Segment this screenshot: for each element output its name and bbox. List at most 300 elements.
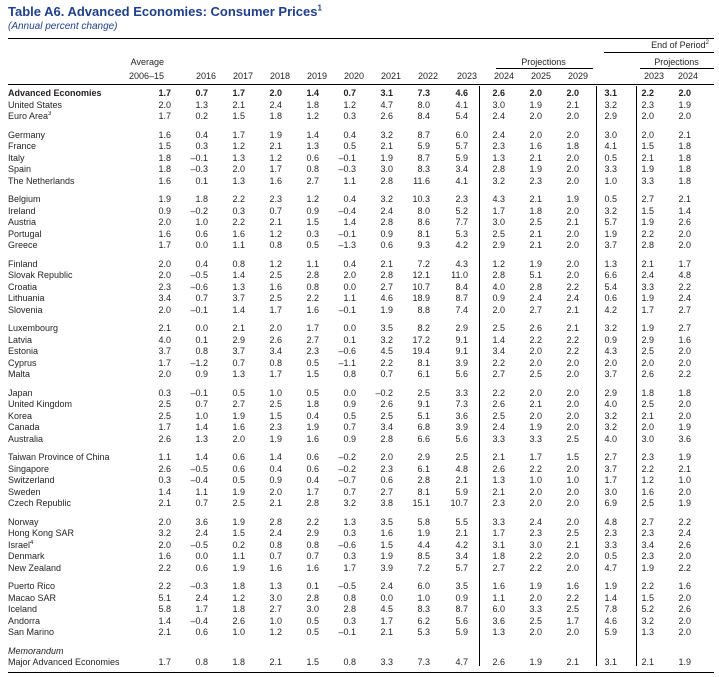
- cell-value: 2.1: [492, 486, 505, 497]
- eop-projections-rule: [640, 68, 714, 69]
- cell-value: 4.6: [380, 293, 393, 303]
- cell-value: 1.1: [232, 240, 245, 250]
- cell-pad: [691, 323, 719, 335]
- cell-value: 2.8: [306, 270, 319, 280]
- cell-value: 1.6: [380, 528, 393, 538]
- cell-value: 2.1: [678, 463, 691, 474]
- cell-value: 2.2: [232, 217, 245, 227]
- cell-value: 0.0: [195, 551, 208, 561]
- cell-value: 2.4: [678, 528, 691, 538]
- cell-value: 0.7: [195, 498, 208, 508]
- cell-value: 0.7: [195, 88, 208, 98]
- cell-value: 1.8: [641, 387, 654, 398]
- cell-value: 7.4: [455, 304, 468, 315]
- cell-value: 1.1: [343, 175, 356, 186]
- cell-value: 1.9: [678, 99, 691, 110]
- cell-value: 2.0: [678, 410, 691, 421]
- cell-value: 0.1: [195, 334, 208, 345]
- cell-value: 1.8: [678, 164, 691, 174]
- cell-value: 1.8: [678, 141, 691, 151]
- cell-value: 1.5: [641, 205, 654, 216]
- cell-value: –0.6: [338, 539, 356, 550]
- cell-value: 12.1: [412, 270, 430, 280]
- table-row: [8, 452, 719, 464]
- cell-value: 1.8: [195, 194, 208, 204]
- cell-value: 2.2: [641, 88, 654, 98]
- cell-value: 0.1: [343, 334, 356, 345]
- cell-value: 1.6: [269, 175, 282, 186]
- cell-value: 2.0: [641, 357, 654, 368]
- cell-value: 2.2: [678, 562, 691, 573]
- cell-value: 2.5: [269, 293, 282, 303]
- cell-value: 3.4: [158, 293, 171, 303]
- table-row: [8, 517, 719, 529]
- cell-value: 0.7: [195, 399, 208, 409]
- cell-value: 4.1: [455, 175, 468, 186]
- cell-value: 1.7: [380, 615, 393, 626]
- cell-value: 0.3: [232, 205, 245, 216]
- cell-value: 0.3: [343, 528, 356, 538]
- cell-value: 0.4: [343, 258, 356, 269]
- row-label: Euro Area$^3$: [8, 111, 52, 121]
- cell-value: 2.0: [678, 111, 691, 121]
- cell-value: 2.7: [529, 304, 542, 315]
- cell-value: 10.3: [412, 194, 430, 204]
- cell-value: 5.9: [455, 486, 468, 497]
- table-row: [8, 422, 719, 434]
- cell-value: 3.2: [604, 99, 617, 110]
- table-row: [8, 164, 719, 176]
- cell-value: 2.8: [306, 498, 319, 508]
- cell-value: 2.3: [306, 346, 319, 356]
- cell-value: 2.5: [566, 528, 579, 538]
- cell-value: 0.6: [604, 293, 617, 303]
- cell-value: 2.2: [306, 516, 319, 527]
- cell-value: 2.0: [269, 323, 282, 333]
- row-label: Czech Republic: [8, 498, 72, 508]
- cell-value: 1.6: [678, 581, 691, 591]
- cell-value: 2.0: [158, 99, 171, 110]
- cell-value: 3.3: [455, 387, 468, 398]
- cell-value: 2.1: [455, 475, 468, 485]
- cell-pad: [691, 141, 719, 153]
- cell-value: 2.0: [641, 129, 654, 140]
- cell-value: 5.2: [455, 205, 468, 216]
- cell-value: 0.9: [269, 475, 282, 485]
- row-label: Israel$^4$: [8, 539, 34, 550]
- cell-value: –1.3: [338, 240, 356, 250]
- cell-value: 3.6: [195, 516, 208, 527]
- cell-value: 2.1: [492, 452, 505, 462]
- cell-value: 3.2: [604, 323, 617, 333]
- cell-value: 1.6: [306, 304, 319, 315]
- row-label: New Zealand: [8, 562, 62, 573]
- cell-value: –0.1: [338, 627, 356, 637]
- cell-value: 3.2: [641, 615, 654, 626]
- row-label: Major Advanced Economies: [8, 657, 120, 667]
- row-label: Belgium: [8, 194, 41, 204]
- cell-value: 4.1: [604, 141, 617, 151]
- table-row: [8, 153, 719, 165]
- cell-value: 1.9: [306, 422, 319, 432]
- cell-value: 5.7: [604, 217, 617, 227]
- cell-pad: [691, 422, 719, 434]
- cell-value: –0.3: [190, 164, 208, 174]
- cell-value: 1.9: [641, 217, 654, 227]
- cell-value: 1.7: [158, 357, 171, 368]
- cell-pad: [691, 369, 719, 381]
- cell-value: 2.0: [678, 357, 691, 368]
- cell-value: 2.1: [529, 152, 542, 163]
- cell-value: 2.0: [380, 452, 393, 462]
- cell-value: 1.7: [232, 129, 245, 140]
- cell-value: 1.3: [232, 369, 245, 379]
- cell-value: 0.5: [306, 615, 319, 626]
- cell-value: 3.1: [604, 88, 617, 98]
- cell-pad: [691, 498, 719, 510]
- cell-value: –0.2: [338, 463, 356, 474]
- cell-value: 0.6: [195, 627, 208, 637]
- cell-value: 2.3: [492, 141, 505, 151]
- cell-value: 2.0: [566, 164, 579, 174]
- cell-value: 2.0: [678, 346, 691, 356]
- cell-value: 4.0: [158, 334, 171, 345]
- cell-value: 0.5: [306, 387, 319, 398]
- cell-value: 1.5: [306, 217, 319, 227]
- cell-value: 3.0: [492, 217, 505, 227]
- cell-pad: [691, 528, 719, 540]
- cell-value: 5.2: [641, 604, 654, 614]
- cell-value: 1.7: [158, 111, 171, 121]
- cell-value: 1.6: [306, 562, 319, 573]
- cell-value: 2.0: [158, 217, 171, 227]
- cell-value: 1.9: [529, 581, 542, 591]
- cell-value: 4.8: [678, 270, 691, 280]
- cell-value: 1.5: [306, 657, 319, 667]
- cell-value: 2.0: [566, 369, 579, 379]
- cell-value: 1.7: [343, 562, 356, 573]
- cell-value: 8.0: [417, 205, 430, 216]
- cell-value: 2.3: [492, 498, 505, 508]
- table-row: [8, 176, 719, 188]
- cell-value: 0.3: [158, 387, 171, 398]
- cell-pad: [691, 464, 719, 476]
- cell-value: 2.7: [678, 323, 691, 333]
- cell-value: 0.9: [343, 433, 356, 444]
- cell-value: 2.0: [678, 615, 691, 626]
- cell-value: 2.7: [269, 604, 282, 614]
- col-year: 2020: [343, 71, 364, 81]
- cell-value: 2.9: [604, 387, 617, 398]
- cell-value: 1.9: [158, 194, 171, 204]
- cell-value: 2.6: [492, 657, 505, 667]
- cell-value: 2.5: [641, 346, 654, 356]
- cell-value: 2.8: [641, 240, 654, 250]
- cell-value: 4.7: [604, 562, 617, 573]
- table-row: [8, 346, 719, 358]
- cell-value: 0.6: [380, 475, 393, 485]
- cell-value: 1.9: [380, 152, 393, 163]
- cell-value: 2.9: [232, 334, 245, 345]
- cell-value: 1.1: [343, 293, 356, 303]
- cell-value: 7.3: [455, 399, 468, 409]
- cell-value: 3.3: [492, 433, 505, 444]
- cell-value: 2.6: [529, 323, 542, 333]
- cell-value: 2.4: [529, 293, 542, 303]
- col-year: 2029: [567, 71, 588, 81]
- table-row: [8, 498, 719, 510]
- cell-value: 1.6: [306, 433, 319, 444]
- cell-value: 3.7: [232, 346, 245, 356]
- row-label: Norway: [8, 516, 39, 527]
- cell-value: 4.2: [455, 240, 468, 250]
- cell-value: 1.2: [269, 627, 282, 637]
- row-label: Croatia: [8, 281, 38, 292]
- cell-value: 7.8: [604, 604, 617, 614]
- cell-value: 0.7: [269, 551, 282, 561]
- cell-value: 1.9: [380, 551, 393, 561]
- cell-value: 4.3: [604, 346, 617, 356]
- cell-value: 2.0: [566, 422, 579, 432]
- cell-value: 1.9: [566, 194, 579, 204]
- cell-value: 2.6: [678, 217, 691, 227]
- cell-value: 2.5: [566, 433, 579, 444]
- table-row: [8, 434, 719, 446]
- cell-value: 8.7: [455, 604, 468, 614]
- cell-value: 6.0: [455, 129, 468, 140]
- cell-value: 0.7: [343, 88, 356, 98]
- spacer-row: [8, 574, 719, 581]
- cell-value: 3.5: [380, 323, 393, 333]
- cell-value: 1.7: [195, 604, 208, 614]
- cell-value: 1.4: [306, 88, 319, 98]
- cell-value: 3.7: [604, 240, 617, 250]
- cell-value: 3.7: [604, 463, 617, 474]
- table-row: [8, 528, 719, 540]
- table-row: [8, 194, 719, 206]
- cell-value: 5.6: [455, 615, 468, 626]
- cell-value: 2.5: [566, 604, 579, 614]
- cell-value: 7.7: [455, 217, 468, 227]
- cell-value: 2.5: [158, 399, 171, 409]
- cell-value: 0.5: [306, 627, 319, 637]
- cell-value: 2.2: [232, 194, 245, 204]
- data-table: [8, 88, 719, 669]
- row-label: Advanced Economies: [8, 88, 102, 98]
- cell-value: 3.2: [604, 205, 617, 216]
- cell-value: 2.4: [195, 528, 208, 538]
- cell-value: 7.3: [417, 657, 430, 667]
- cell-value: 6.6: [604, 270, 617, 280]
- table-row: [8, 581, 719, 593]
- cell-pad: [691, 217, 719, 229]
- cell-value: 2.2: [529, 334, 542, 345]
- col-year: 2023: [643, 71, 664, 81]
- col-year: 2021: [380, 71, 401, 81]
- cell-value: 2.0: [158, 516, 171, 527]
- cell-value: 3.3: [529, 433, 542, 444]
- cell-value: 2.9: [492, 240, 505, 250]
- cell-value: 0.4: [195, 258, 208, 269]
- cell-value: 0.0: [343, 281, 356, 292]
- cell-value: 1.6: [529, 141, 542, 151]
- row-label: Slovak Republic: [8, 270, 73, 280]
- cell-value: 0.5: [232, 387, 245, 398]
- cell-value: 1.7: [158, 657, 171, 667]
- cell-value: 3.3: [641, 175, 654, 186]
- cell-value: 5.4: [455, 111, 468, 121]
- cell-value: 2.2: [678, 369, 691, 379]
- cell-value: 2.2: [641, 581, 654, 591]
- col-year: 2025: [530, 71, 551, 81]
- cell-value: 4.5: [380, 604, 393, 614]
- cell-pad: [691, 616, 719, 628]
- table-row: [8, 604, 719, 616]
- cell-value: 3.7: [232, 293, 245, 303]
- cell-value: 2.1: [566, 304, 579, 315]
- cell-value: 0.4: [343, 129, 356, 140]
- cell-value: 2.8: [380, 217, 393, 227]
- cell-value: 1.2: [269, 152, 282, 163]
- table-row: [8, 388, 719, 400]
- cell-value: 2.3: [455, 194, 468, 204]
- cell-value: 0.4: [195, 129, 208, 140]
- cell-value: 1.7: [492, 528, 505, 538]
- cell-value: 0.8: [343, 592, 356, 603]
- table-row: [8, 270, 719, 282]
- cell-value: 3.9: [455, 422, 468, 432]
- cell-value: 5.9: [417, 141, 430, 151]
- cell-value: –0.3: [190, 581, 208, 591]
- cell-value: 2.2: [566, 592, 579, 603]
- cell-value: 2.0: [678, 228, 691, 239]
- cell-value: 6.0: [417, 581, 430, 591]
- cell-value: 2.2: [492, 387, 505, 398]
- cell-value: 3.2: [492, 175, 505, 186]
- cell-value: 1.6: [492, 581, 505, 591]
- cell-value: 2.5: [455, 452, 468, 462]
- cell-value: 2.2: [678, 281, 691, 292]
- cell-value: 2.1: [158, 498, 171, 508]
- cell-value: 0.3: [195, 141, 208, 151]
- cell-value: 1.5: [269, 410, 282, 421]
- cell-value: 2.0: [529, 129, 542, 140]
- cell-pad: [691, 657, 719, 669]
- cell-value: 0.6: [306, 452, 319, 462]
- cell-value: 2.0: [566, 463, 579, 474]
- table-row: [8, 88, 719, 100]
- cell-value: 0.6: [232, 463, 245, 474]
- row-label: Australia: [8, 433, 44, 444]
- row-label: Switzerland: [8, 475, 55, 485]
- projections-label: Projections: [521, 57, 566, 67]
- cell-value: 2.0: [641, 422, 654, 432]
- cell-value: 2.0: [529, 387, 542, 398]
- cell-value: 0.6: [232, 452, 245, 462]
- cell-value: 0.5: [306, 240, 319, 250]
- cell-value: 2.7: [380, 486, 393, 497]
- spacer-row: [8, 445, 719, 452]
- cell-value: –0.2: [375, 387, 393, 398]
- cell-value: 0.7: [343, 422, 356, 432]
- cell-value: 4.3: [492, 194, 505, 204]
- cell-value: –0.4: [190, 475, 208, 485]
- cell-value: 2.3: [641, 99, 654, 110]
- cell-pad: [691, 517, 719, 529]
- cell-value: 9.1: [455, 346, 468, 356]
- cell-value: 2.5: [529, 217, 542, 227]
- cell-value: 5.9: [455, 152, 468, 163]
- cell-value: 1.0: [195, 410, 208, 421]
- row-label: Andorra: [8, 615, 41, 626]
- table-row: [8, 464, 719, 476]
- cell-value: 1.0: [529, 475, 542, 485]
- row-label: Macao SAR: [8, 592, 57, 603]
- cell-value: 1.9: [529, 422, 542, 432]
- cell-value: 2.0: [566, 387, 579, 398]
- cell-value: 8.5: [417, 551, 430, 561]
- cell-value: 2.6: [158, 463, 171, 474]
- cell-value: 1.3: [492, 152, 505, 163]
- cell-value: 1.1: [492, 592, 505, 603]
- memorandum-heading: [8, 646, 719, 658]
- cell-value: 3.0: [604, 486, 617, 497]
- cell-value: 0.4: [269, 463, 282, 474]
- cell-value: 1.1: [232, 551, 245, 561]
- cell-value: 0.8: [232, 258, 245, 269]
- cell-value: 1.2: [306, 194, 319, 204]
- row-label: Austria: [8, 217, 37, 227]
- cell-value: –0.1: [338, 228, 356, 239]
- cell-value: 2.2: [158, 581, 171, 591]
- cell-value: 2.4: [269, 99, 282, 110]
- cell-value: 0.2: [232, 539, 245, 550]
- cell-value: 2.6: [678, 539, 691, 550]
- cell-value: 1.9: [269, 433, 282, 444]
- table-row: [8, 563, 719, 575]
- cell-value: 3.0: [641, 433, 654, 444]
- cell-value: 3.4: [641, 539, 654, 550]
- cell-value: 2.9: [306, 528, 319, 538]
- cell-value: 2.5: [529, 615, 542, 626]
- cell-value: 1.9: [604, 228, 617, 239]
- projections-rule: [496, 68, 593, 69]
- cell-value: 1.5: [380, 539, 393, 550]
- cell-value: 1.6: [158, 551, 171, 561]
- cell-value: –0.6: [338, 346, 356, 356]
- table-body: [8, 88, 719, 669]
- cell-value: 1.4: [195, 452, 208, 462]
- cell-value: 2.2: [529, 463, 542, 474]
- table-row: [8, 616, 719, 628]
- cell-value: 8.8: [417, 304, 430, 315]
- row-label: Sweden: [8, 486, 41, 497]
- cell-value: –0.1: [338, 304, 356, 315]
- cell-value: 2.4: [492, 111, 505, 121]
- cell-value: 1.8: [232, 657, 245, 667]
- cell-value: 1.9: [641, 323, 654, 333]
- cell-value: 0.1: [306, 581, 319, 591]
- cell-value: 11.6: [413, 175, 430, 186]
- cell-value: 2.9: [641, 334, 654, 345]
- cell-value: 1.4: [678, 205, 691, 216]
- cell-value: 2.5: [232, 498, 245, 508]
- cell-value: 2.2: [678, 516, 691, 527]
- cell-value: 5.3: [455, 228, 468, 239]
- cell-value: 0.9: [604, 334, 617, 345]
- cell-value: 2.0: [678, 592, 691, 603]
- cell-value: 4.6: [455, 88, 468, 98]
